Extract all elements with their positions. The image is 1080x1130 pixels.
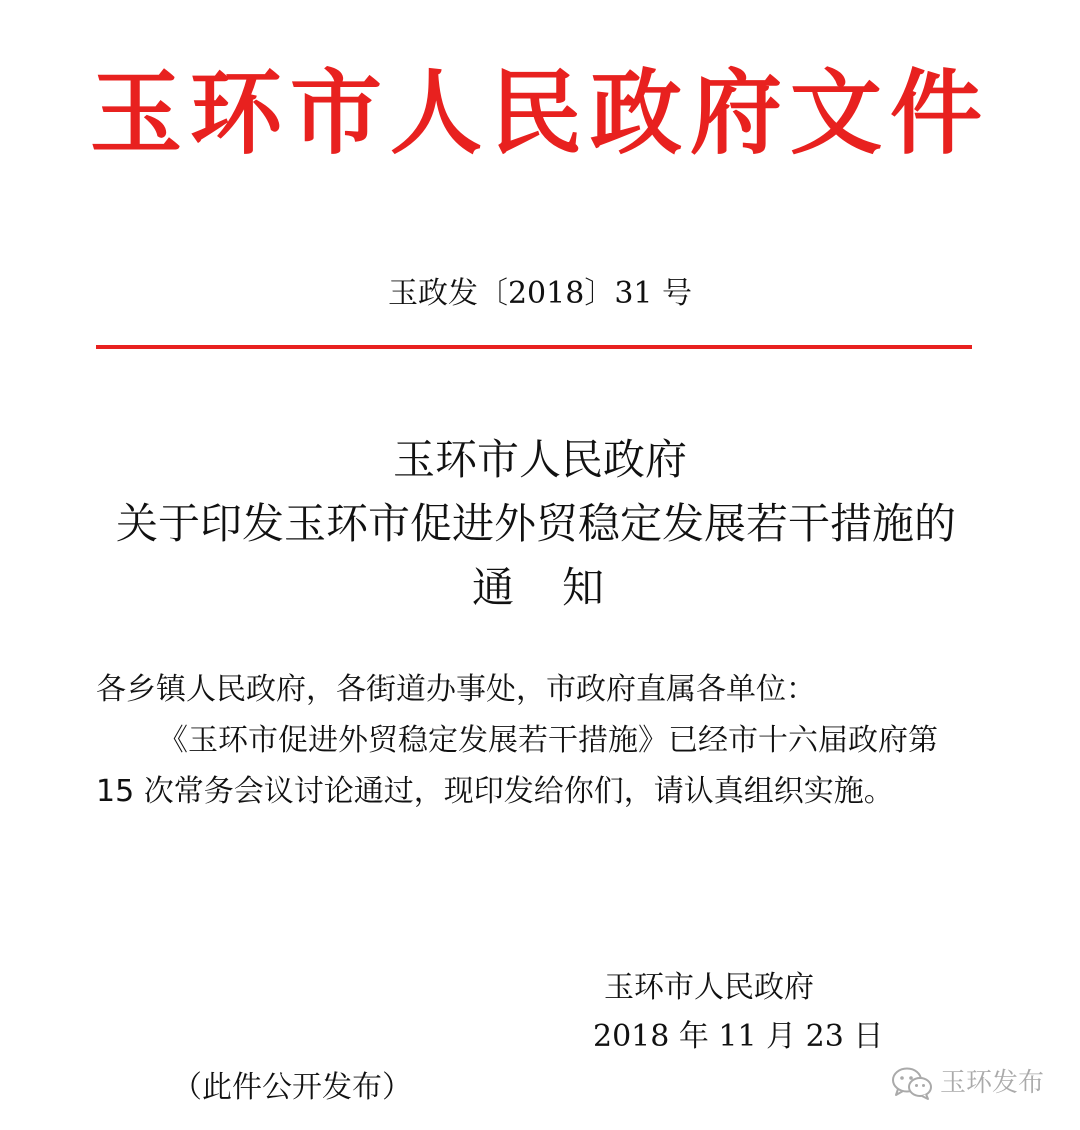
- salutation: 各乡镇人民政府，各街道办事处，市政府直属各单位：: [96, 672, 816, 707]
- wechat-icon: [890, 1065, 934, 1101]
- masthead-title: 玉环市人民政府文件: [89, 59, 990, 167]
- document-title-line-1: 玉环市人民政府: [392, 435, 687, 484]
- watermark-label: 玉环发布: [940, 1068, 1045, 1098]
- issue-date: 2018 年 11 月 23 日: [593, 1019, 884, 1054]
- publish-note: （此件公开发布）: [172, 1070, 412, 1105]
- source-watermark: [890, 1063, 1044, 1103]
- document-title-line-2: 关于印发玉环市促进外贸稳定发展若干措施的: [115, 499, 956, 548]
- red-divider-line: [96, 345, 972, 349]
- document-title-line-3: 通知: [471, 563, 652, 612]
- signature: 玉环市人民政府: [604, 970, 814, 1005]
- body-line-2: 15 次常务会议讨论通过，现印发给你们，请认真组织实施。: [96, 774, 894, 809]
- body-line-1: 《玉环市促进外贸稳定发展若干措施》已经市十六届政府第: [158, 723, 938, 758]
- document-number: 玉政发〔2018〕31 号: [387, 276, 693, 311]
